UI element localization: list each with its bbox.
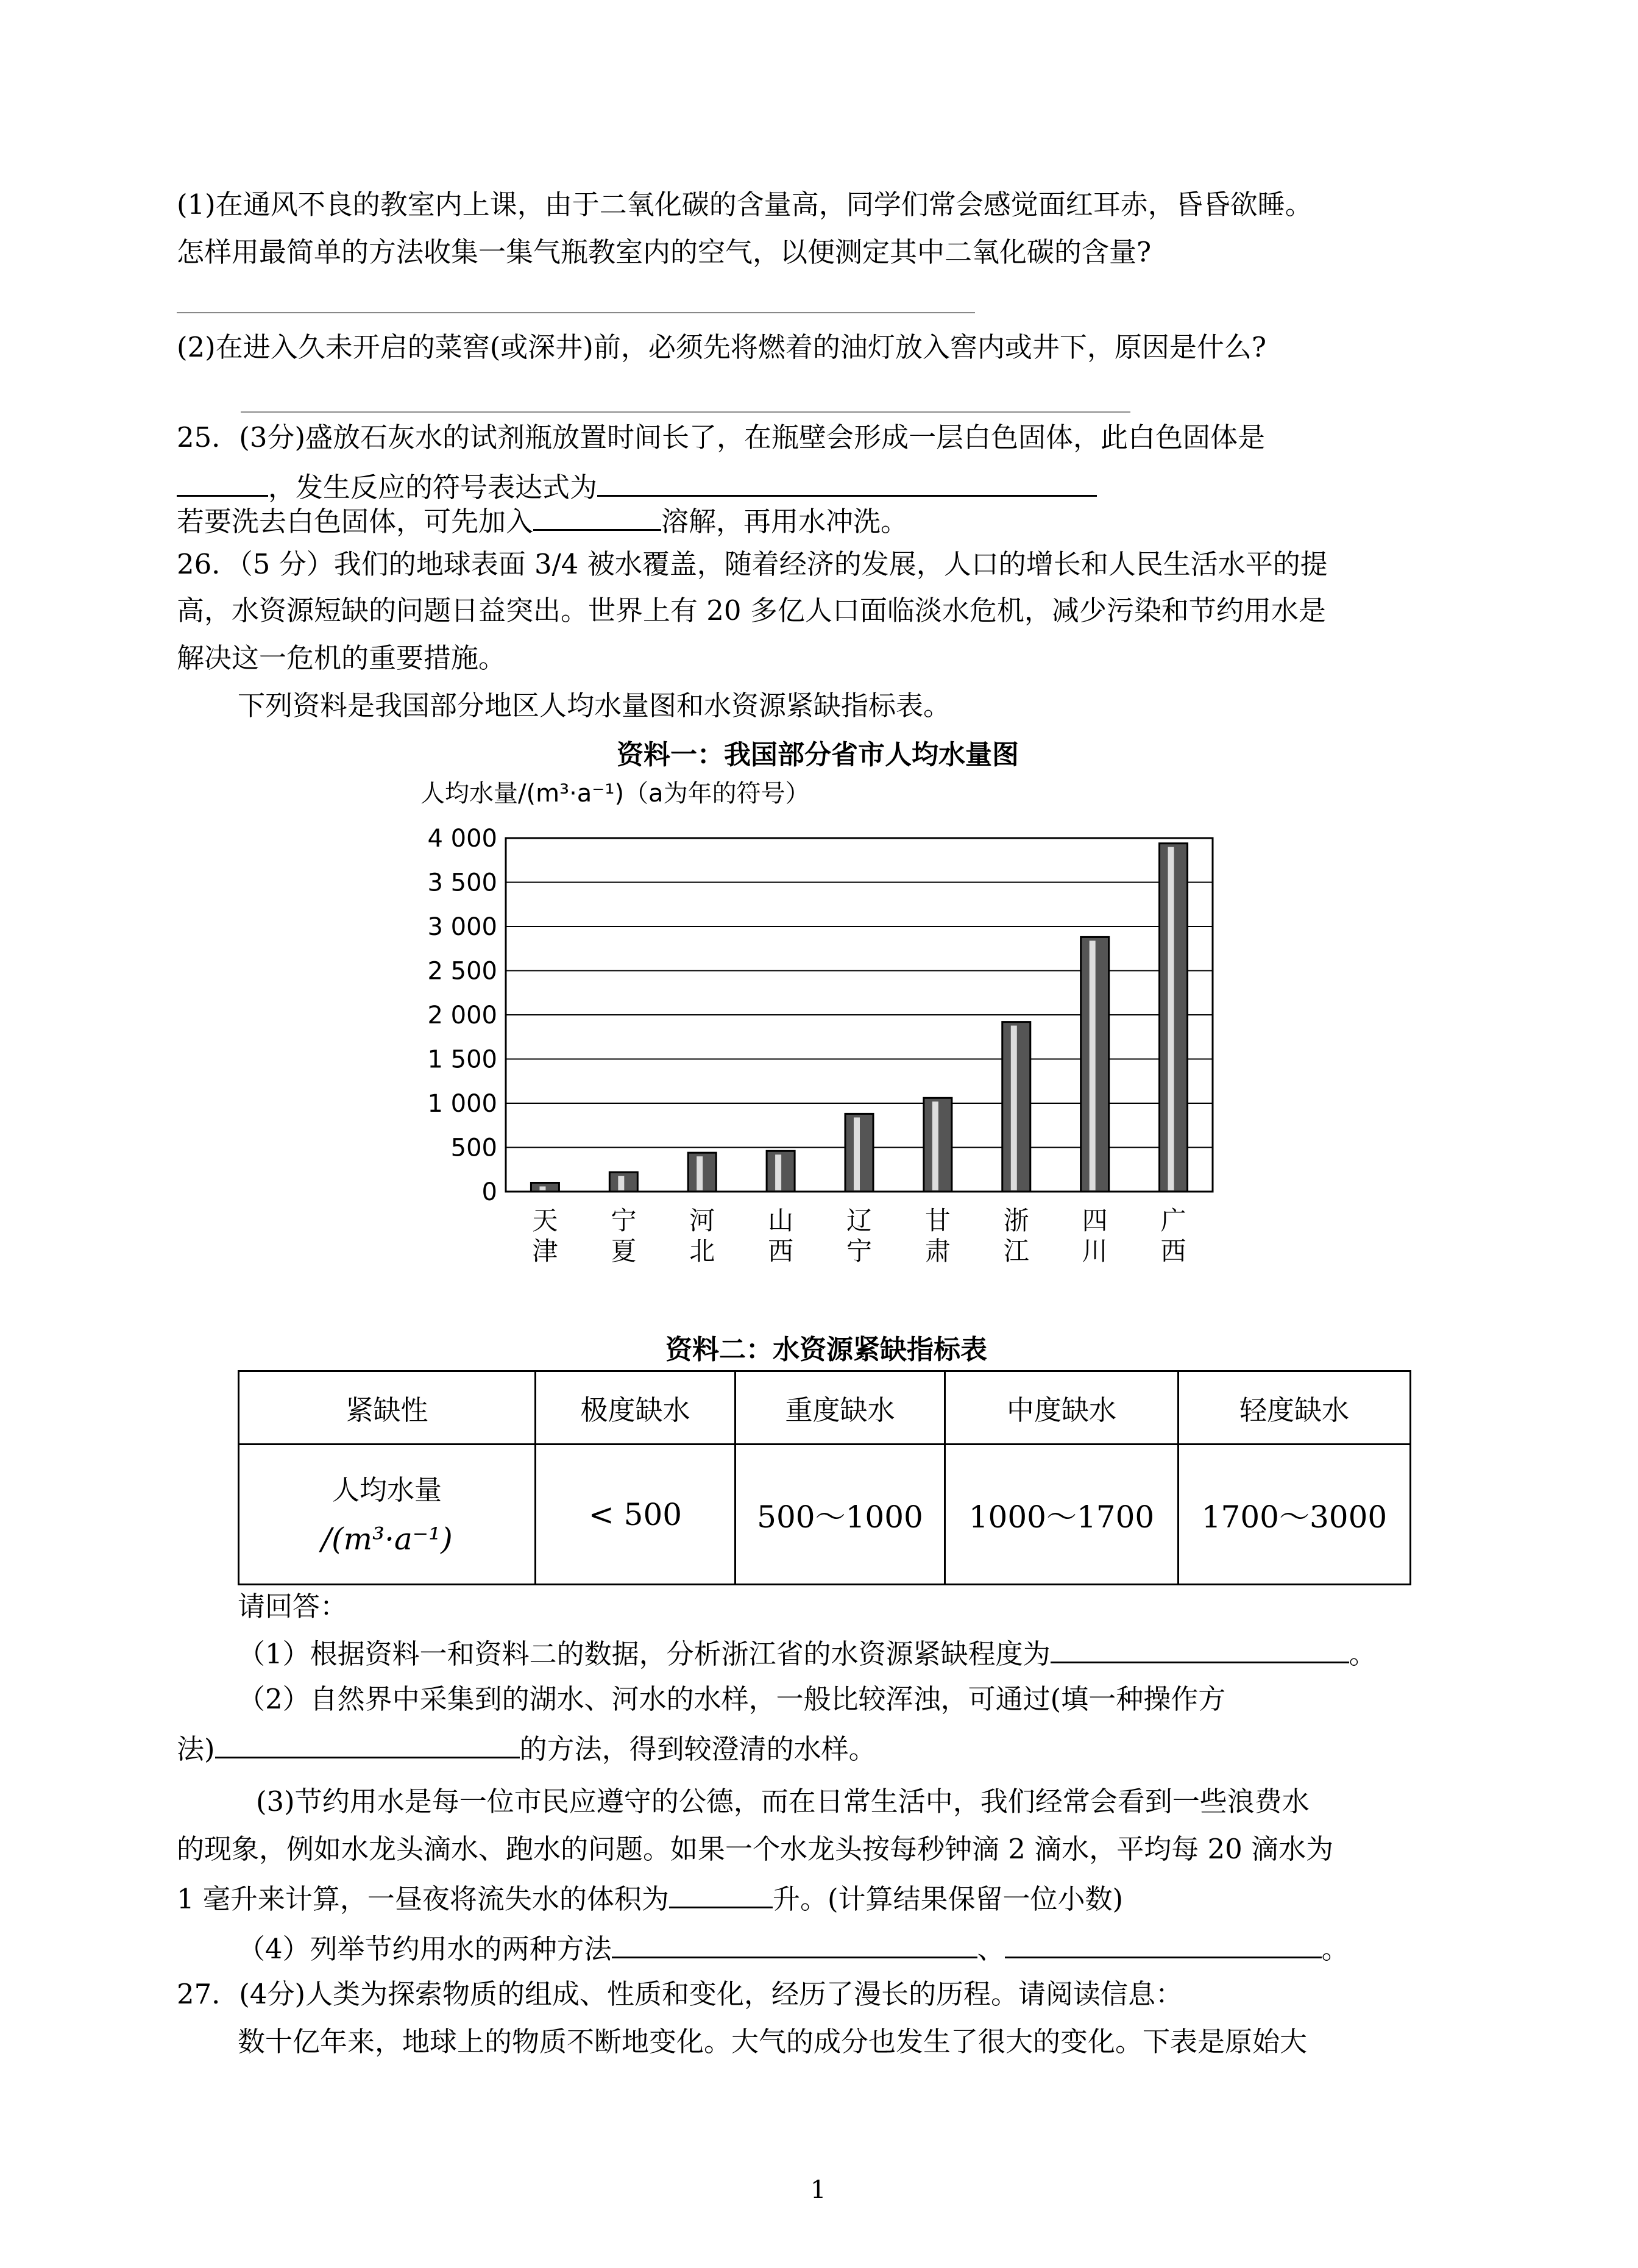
q24-p1-line1: (1)在通风不良的教室内上课，由于二氧化碳的含量高，同学们常会感觉面红耳赤，昏昏欲睡。 [177,188,1313,221]
q26-sub2-line2: 法) 的方法，得到较澄清的水样。 [177,1729,876,1768]
q26-line1: 26．（5 分）我们的地球表面 3/4 被水覆盖，随着经济的发展，人口的增长和人民生活水平的提 [177,548,1328,580]
y-tick-label: 2 500 [427,957,497,986]
x-tick-label: 广西 [1160,1206,1186,1266]
y-tick-label: 0 [481,1178,497,1206]
q25-line3: 若要洗去白色固体，可先加入 溶解，再用水冲洗。 [177,501,908,540]
q26-sub2-line1: （2）自然界中采集到的湖水、河水的水样，一般比较浑浊，可通过(填一种操作方 [238,1683,1226,1715]
table-header-cell: 重度缺水 [736,1371,945,1445]
bar-highlight [1090,940,1096,1190]
bar-highlight [697,1156,703,1190]
table-header-cell: 紧缺性 [239,1371,536,1445]
x-tick-label: 辽宁 [846,1206,873,1266]
blank[interactable] [1051,1633,1349,1663]
bar-highlight [618,1176,624,1190]
blank[interactable] [597,467,1097,497]
q25-line1: 25．(3分)盛放石灰水的试剂瓶放置时间长了，在瓶壁会形成一层白色固体，此白色固体是 [177,421,1266,453]
page-number: 1 [810,2176,826,2204]
table-row-label: 人均水量 /(m³·a⁻¹) [239,1445,536,1585]
x-tick-label: 甘肃 [924,1206,951,1266]
blank[interactable] [1005,1929,1322,1958]
blank[interactable] [177,467,268,497]
q26-sub3-line2: 的现象，例如水龙头滴水、跑水的问题。如果一个水龙头按每秒钟滴 2 滴水，平均每 20 滴水为 [177,1833,1334,1865]
q27-line2: 数十亿年来，地球上的物质不断地变化。大气的成分也发生了很大的变化。下表是原始大 [238,2025,1308,2058]
blank[interactable] [215,1729,520,1758]
answer-line-q24-2 [241,411,1130,413]
chart-ylabel: 人均水量/(m³·a⁻¹)（a为年的符号） [420,780,810,808]
q26-sub3-line3: 1 毫升来计算，一昼夜将流失水的体积为 升。(计算结果保留一位小数) [177,1879,1123,1918]
bar-highlight [539,1187,545,1191]
blank[interactable] [612,1929,977,1958]
q26-sub1: （1）根据资料一和资料二的数据，分析浙江省的水资源紧缺程度为 。 [238,1633,1377,1673]
q26-sub4: （4）列举节约用水的两种方法 、 。 [238,1929,1349,1968]
q26-line2: 高，水资源短缺的问题日益突出。世界上有 20 多亿人口面临淡水危机，减少污染和节约用水是 [177,594,1326,627]
y-tick-label: 4 000 [427,825,497,853]
answer-lead: 请回答： [238,1590,348,1623]
table-value-cell: 1700～3000 [1179,1445,1411,1585]
q24-p1-line2: 怎样用最简单的方法收集一集气瓶教室内的空气，以便测定其中二氧化碳的含量? [177,236,1152,268]
y-tick-label: 500 [450,1134,497,1162]
table-value-cell: < 500 [536,1445,736,1585]
y-tick-label: 1 500 [427,1045,497,1074]
y-tick-label: 2 000 [427,1001,497,1029]
blank[interactable] [533,501,661,531]
q26-intro: 下列资料是我国部分地区人均水量图和水资源紧缺指标表。 [238,689,951,722]
y-tick-label: 3 500 [427,869,497,897]
table-value-cell: 500～1000 [736,1445,945,1585]
bar-highlight [1011,1026,1017,1190]
x-tick-label: 山西 [768,1206,794,1266]
blank[interactable] [669,1879,773,1908]
water-shortage-table [238,1370,1411,1585]
x-tick-label: 浙江 [1003,1206,1029,1266]
q26-sub3-line1: (3)节约用水是每一位市民应遵守的公德，而在日常生活中，我们经常会看到一些浪费水 [256,1785,1310,1818]
q24-p2-line: (2)在进入久未开启的菜窖(或深井)前，必须先将燃着的油灯放入窖内或井下，原因是什么? [177,331,1266,363]
answer-line-q24-1 [177,312,975,313]
x-tick-label: 河北 [689,1206,715,1266]
bar-highlight [1168,847,1174,1190]
bar-highlight [775,1154,781,1190]
chart-title: 资料一：我国部分省市人均水量图 [617,739,1019,770]
table-header-cell: 中度缺水 [945,1371,1179,1445]
q25-line2: ，发生反应的符号表达式为 [177,467,1097,506]
table-title: 资料二：水资源紧缺指标表 [665,1334,987,1365]
y-tick-label: 3 000 [427,913,497,941]
table-value-cell: 1000～1700 [945,1445,1179,1585]
q26-line3: 解决这一危机的重要措施。 [177,642,506,674]
water-per-capita-chart [414,771,1231,1277]
x-tick-label: 天津 [532,1206,558,1266]
table-header-cell: 极度缺水 [536,1371,736,1445]
q27-line1: 27．(4分)人类为探索物质的组成、性质和变化，经历了漫长的历程。请阅读信息： [177,1978,1183,2010]
bar-highlight [932,1101,938,1190]
table-header-cell: 轻度缺水 [1179,1371,1411,1445]
bar-highlight [854,1117,860,1190]
x-tick-label: 宁夏 [611,1206,637,1266]
y-tick-label: 1 000 [427,1090,497,1118]
x-tick-label: 四川 [1082,1206,1108,1266]
